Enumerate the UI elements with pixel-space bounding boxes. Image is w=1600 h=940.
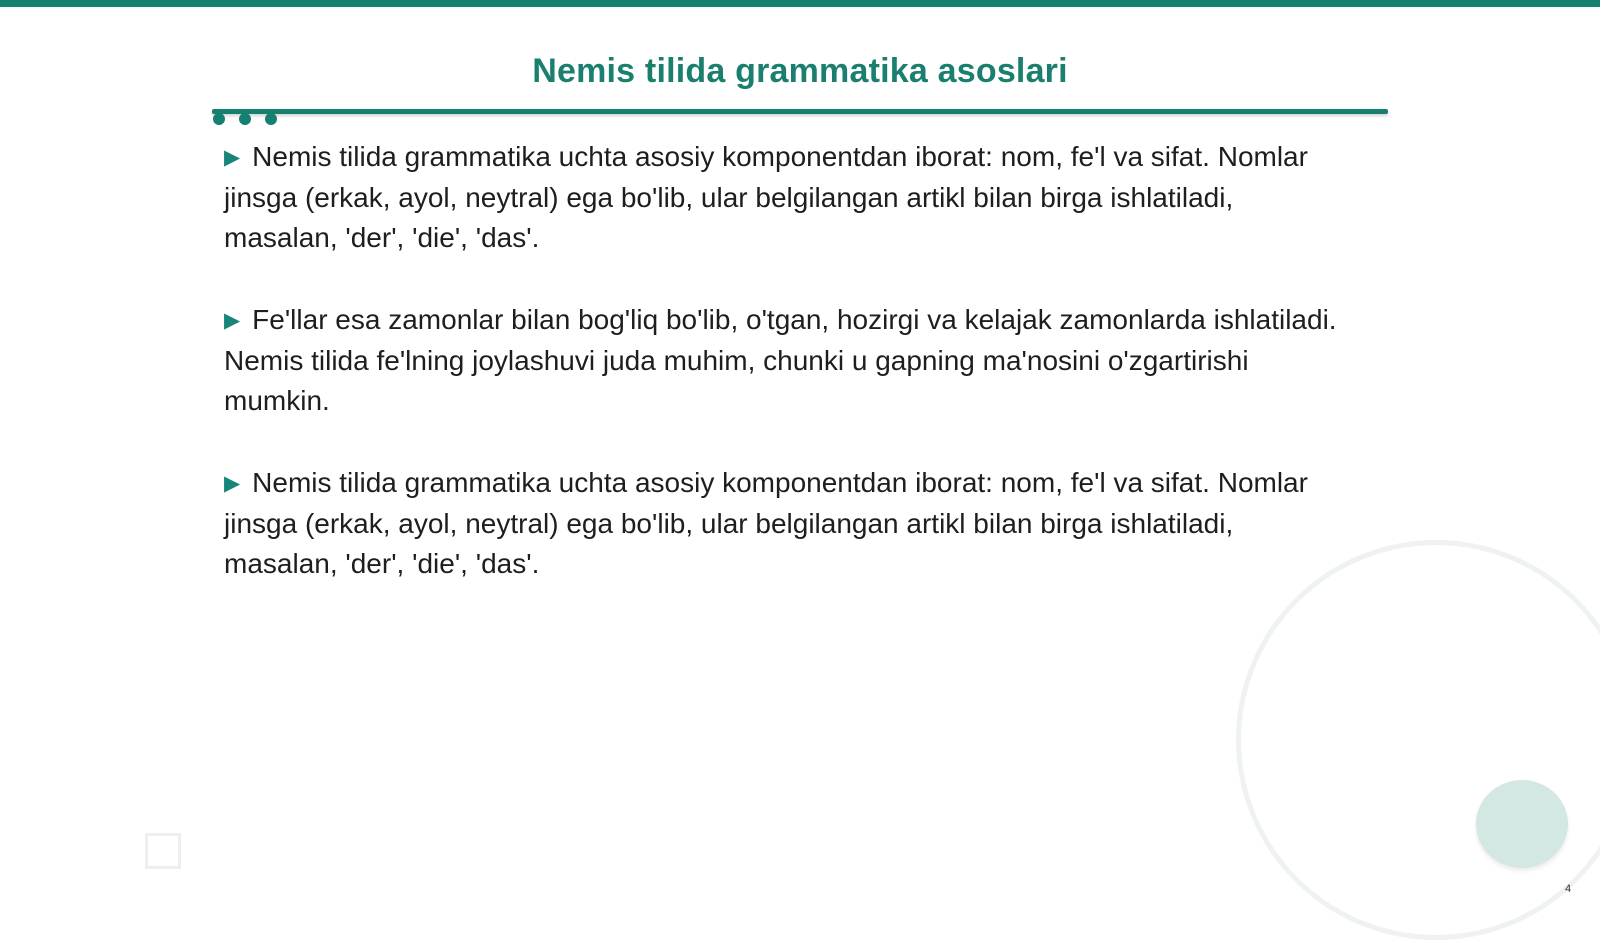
bullet-text: Nemis tilida grammatika uchta asosiy komponentdan iborat: nom, fe'l va sifat. Nomlar jinsga (erkak, ayol, neytral) ega bo'lib, ular belgilangan artikl bilan birga ishlatiladi, masalan, 'der', 'die', 'das'. (224, 467, 1308, 579)
decorative-square (145, 833, 181, 869)
slide-title: Nemis tilida grammatika asoslari (532, 52, 1068, 90)
triangle-right-icon: ▶ (224, 472, 241, 495)
bullet-item (224, 463, 1354, 584)
bullet-item (224, 137, 1354, 258)
bullet-text: Nemis tilida grammatika uchta asosiy komponentdan iborat: nom, fe'l va sifat. Nomlar jinsga (erkak, ayol, neytral) ega bo'lib, ular belgilangan artikl bilan birga ishlatiladi, masalan, 'der', 'die', 'das'. (224, 141, 1308, 253)
underline-dot (239, 113, 251, 125)
bullet-item (224, 300, 1354, 421)
title-underline (212, 109, 1388, 114)
page-number: 4 (1565, 883, 1572, 895)
bullet-list (224, 137, 1354, 626)
top-accent-bar (0, 0, 1600, 7)
underline-dot (265, 113, 277, 125)
underline-dot (213, 113, 225, 125)
triangle-right-icon: ▶ (224, 146, 241, 169)
triangle-right-icon: ▶ (224, 309, 241, 332)
decorative-circle (1476, 780, 1568, 868)
bullet-text: Fe'llar esa zamonlar bilan bog'liq bo'lib, o'tgan, hozirgi va kelajak zamonlarda ishlatiladi. Nemis tilida fe'lning joylashuvi juda muhim, chunki u gapning ma'nosini o'zgartirishi mumkin. (224, 304, 1337, 416)
